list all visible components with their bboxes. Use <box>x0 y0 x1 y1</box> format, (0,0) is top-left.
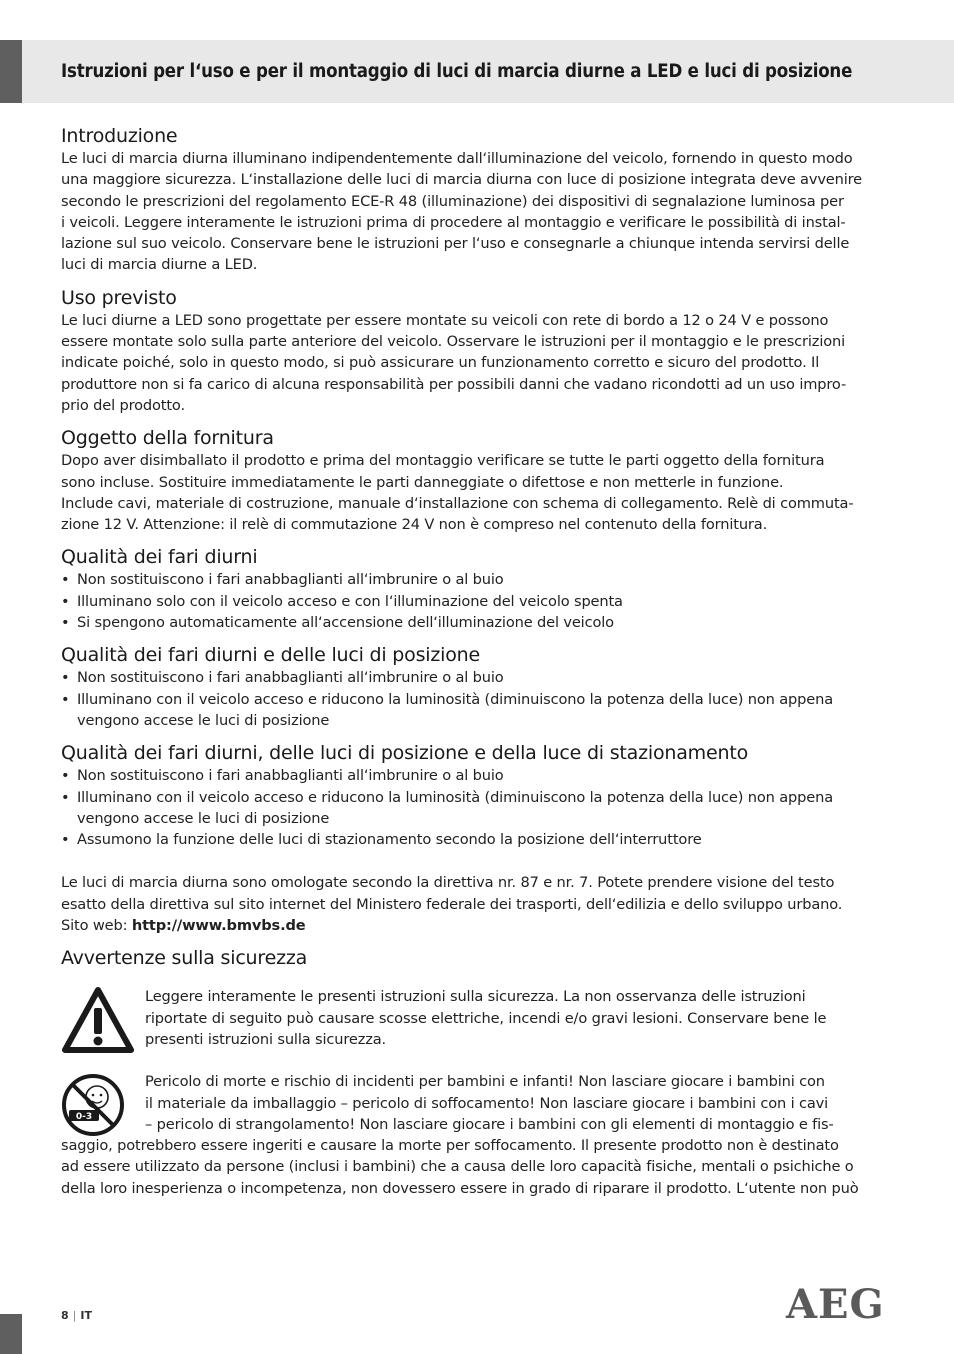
warning-block <box>61 986 891 1050</box>
heading-qualita-stazionamento: Qualità dei fari diurni, delle luci di posizione e della luce di stazionamento <box>61 742 748 765</box>
content <box>61 124 891 1209</box>
list-item: • Non sostituiscono i fari anabbaglianti all‘imbrunire o al buio <box>61 569 891 590</box>
paragraph-line: saggio, potrebbero essere ingeriti e causare la morte per soffocamento. Il presente prodotto non è destinato <box>61 1137 839 1155</box>
page-title: Istruzioni per l‘uso e per il montaggio di luci di marcia diurne a LED e luci di posizione <box>61 61 853 82</box>
heading-oggetto-fornitura: Oggetto della fornitura <box>61 427 274 450</box>
no-children-0-3-icon <box>61 1073 125 1137</box>
age-label: 0-3 <box>75 1112 93 1123</box>
list-item: • Illuminano con il veicolo acceso e riducono la luminosità (diminuiscono la potenza della luce) non appena vengono accese le luci di posizione <box>61 787 891 830</box>
paragraph-line: Pericolo di morte e rischio di incidenti per bambini e infanti! Non lasciare giocare i bambini con <box>145 1073 825 1091</box>
paragraph-line: secondo le prescrizioni del regolamento ECE-R 48 (illuminazione) dei dispositivi di segnalazione luminosa per <box>61 192 844 210</box>
paragraph-line: Le luci diurne a LED sono progettate per essere montate su veicoli con rete di bordo a 12 o 24 V e possono <box>61 311 829 329</box>
paragraph-line: riportate di seguito può causare scosse elettriche, incendi e/o gravi lesioni. Conservare bene le <box>145 1009 827 1027</box>
paragraph-line: lazione sul suo veicolo. Conservare bene le istruzioni per l‘uso e consegnarle a chiunque intenda servirsi delle <box>61 235 850 253</box>
list-item: • Non sostituiscono i fari anabbaglianti all‘imbrunire o al buio <box>61 765 891 786</box>
paragraph-line: il materiale da imballaggio – pericolo di soffocamento! Non lasciare giocare i bambini con i cavi <box>145 1094 829 1112</box>
language-code: IT <box>80 1309 92 1322</box>
paragraph-line: indicate poiché, solo in questo modo, si può assicurare un funzionamento corretto e sicuro del prodotto. Il <box>61 354 820 372</box>
paragraph-line: Include cavi, materiale di costruzione, manuale d‘installazione con schema di collegamento. Relè di commuta- <box>61 494 854 512</box>
bullet-list <box>61 667 891 731</box>
heading-sicurezza: Avvertenze sulla sicurezza <box>61 947 308 970</box>
website-link[interactable]: http://www.bmvbs.de <box>131 917 306 935</box>
heading-uso-previsto: Uso previsto <box>61 286 177 309</box>
section-introduzione <box>61 124 891 276</box>
list-item: • Non sostituiscono i fari anabbaglianti all‘imbrunire o al buio <box>61 667 891 688</box>
section-sicurezza <box>61 946 891 1199</box>
paragraph-line: Dopo aver disimballato il prodotto e prima del montaggio verificare se tutte le parti oggetto della fornitura <box>61 452 825 470</box>
section-uso-previsto <box>61 286 891 416</box>
website-line <box>61 915 891 936</box>
paragraph-line: produttore non si fa carico di alcuna responsabilità per possibili danni che vadano ricondotti ad un uso impro- <box>61 375 847 393</box>
page-number <box>61 1309 92 1322</box>
section-qualita-fari-posizione <box>61 643 891 731</box>
paragraph-line: zione 12 V. Attenzione: il relè di commutazione 24 V non è compreso nel contenuto della fornitura. <box>61 516 768 534</box>
section-oggetto-fornitura <box>61 426 891 535</box>
paragraph-line: esatto della direttiva sul sito internet del Ministero federale dei trasporti, dell‘edilizia e dello sviluppo urbano. <box>61 895 843 913</box>
paragraph-line: Le luci di marcia diurna sono omologate secondo la direttiva nr. 87 e nr. 7. Potete prendere visione del testo <box>61 874 835 892</box>
paragraph-line: prio del prodotto. <box>61 396 185 414</box>
paragraph-line: presenti istruzioni sulla sicurezza. <box>145 1030 387 1048</box>
separator: | <box>72 1309 77 1322</box>
list-item: • Illuminano con il veicolo acceso e riducono la luminosità (diminuiscono la potenza della luce) non appena vengono accese le luci di posizione <box>61 689 891 732</box>
paragraph-line: Le luci di marcia diurna illuminano indipendentemente dall‘illuminazione del veicolo, fornendo in questo modo <box>61 150 853 167</box>
page-number-value: 8 <box>61 1309 69 1322</box>
paragraph-line: Leggere interamente le presenti istruzioni sulla sicurezza. La non osservanza delle istruzioni <box>145 988 806 1006</box>
child-warning-text-indented <box>145 1071 891 1135</box>
heading-qualita-fari-posizione: Qualità dei fari diurni e delle luci di posizione <box>61 644 480 667</box>
list-item: • Illuminano solo con il veicolo acceso e con l‘illuminazione del veicolo spenta <box>61 591 891 612</box>
website-label: Sito web: <box>61 917 132 935</box>
paragraph-line: i veicoli. Leggere interamente le istruzioni prima di procedere al montaggio e verificare le possibilità di instal- <box>61 213 846 231</box>
list-item: • Assumono la funzione delle luci di stazionamento secondo la posizione dell‘interruttore <box>61 829 891 850</box>
paragraph-line: ad essere utilizzato da persone (inclusi i bambini) che a causa delle loro capacità fisiche, mentali o psichiche o <box>61 1158 854 1176</box>
paragraph-line: – pericolo di strangolamento! Non lasciare giocare i bambini con gli elementi di montaggio e fis- <box>145 1115 834 1133</box>
child-warning-block <box>61 1071 891 1199</box>
warning-text <box>145 986 891 1050</box>
paragraph-line: della loro inesperienza o incompetenza, non dovessero essere in grado di riparare il prodotto. L‘utente non può <box>61 1179 859 1197</box>
child-warning-text-full <box>61 1135 891 1199</box>
warning-triangle-icon <box>61 986 135 1054</box>
list-item: • Si spengono automaticamente all‘accensione dell‘illuminazione del veicolo <box>61 612 891 633</box>
aeg-logo: AEG <box>786 1281 885 1328</box>
paragraph-line: essere montate solo sulla parte anteriore del veicolo. Osservare le istruzioni per il montaggio e le prescrizioni <box>61 333 846 351</box>
bullet-list <box>61 569 891 633</box>
heading-introduzione: Introduzione <box>61 125 178 147</box>
paragraph-line: sono incluse. Sostituire immediatamente le parti danneggiate o difettose e non metterle in funzione. <box>61 473 784 491</box>
heading-qualita-fari-diurni: Qualità dei fari diurni <box>61 546 258 569</box>
paragraph-line: luci di marcia diurne a LED. <box>61 256 258 274</box>
section-qualita-stazionamento <box>61 741 891 850</box>
bullet-list <box>61 765 891 850</box>
paragraph-line: una maggiore sicurezza. L‘installazione delle luci di marcia diurna con luce di posizione integrata deve avvenire <box>61 171 862 189</box>
header-band <box>22 40 954 103</box>
side-tab-top <box>0 40 22 103</box>
section-qualita-fari-diurni <box>61 545 891 633</box>
section-omologazione <box>61 872 891 936</box>
side-tab-bottom <box>0 1314 22 1354</box>
